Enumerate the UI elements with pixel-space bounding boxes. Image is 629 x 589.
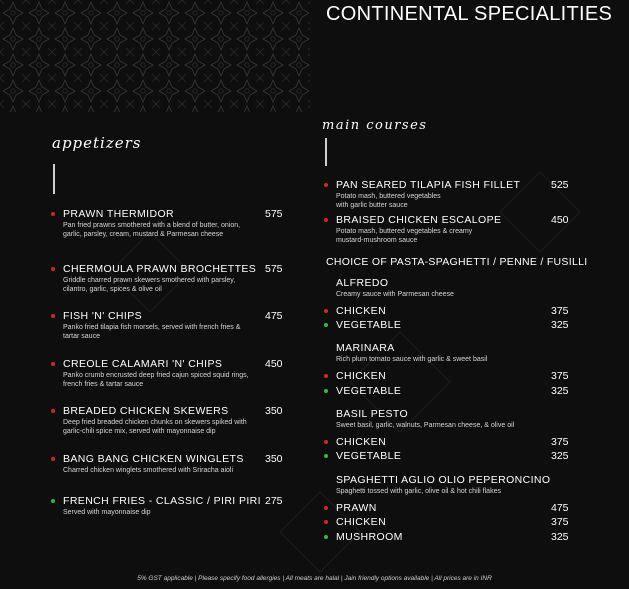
item-name: CREOLE CALAMARI 'N' CHIPS: [63, 358, 223, 370]
main-courses-heading: main courses: [322, 118, 428, 133]
non-veg-indicator: [51, 409, 55, 413]
sauce-name: BASIL PESTO: [336, 408, 409, 420]
sauce-description: Creamy sauce with Parmesan cheese: [336, 291, 454, 298]
item-price: 450: [551, 214, 569, 226]
pasta-option: [336, 319, 576, 331]
menu-item: [63, 310, 288, 341]
menu-item: [63, 453, 288, 476]
non-veg-indicator: [324, 183, 328, 187]
item-price: 575: [265, 263, 283, 275]
menu-item: [63, 405, 288, 436]
item-description: Pan fried prawns smothered with a blend of butter, onion, garlic, parsley, cream, mustard & Parmesan cheese: [63, 222, 241, 238]
main-courses-divider: [325, 138, 327, 166]
menu-item: [63, 495, 288, 518]
appetizers-divider: [53, 164, 55, 194]
pasta-option: [336, 436, 576, 448]
pasta-sauce: [336, 474, 576, 497]
pasta-heading: CHOICE OF PASTA-SPAGHETTI / PENNE / FUSILLI: [326, 256, 588, 268]
option-price: 325: [551, 319, 569, 331]
non-veg-indicator: [324, 309, 328, 313]
option-name: CHICKEN: [336, 516, 387, 528]
page-title: CONTINENTAL SPECIALITIES: [326, 3, 613, 25]
item-name: BRAISED CHICKEN ESCALOPE: [336, 214, 502, 226]
veg-indicator: [51, 499, 55, 503]
item-description: Griddle charred prawn skewers smothered with parsley, cilantro, garlic, spices & olive oil: [63, 277, 236, 293]
sauce-name: SPAGHETTI AGLIO OLIO PEPERONCINO: [336, 474, 551, 486]
option-price: 375: [551, 516, 569, 528]
item-description: Panko crumb encrusted deep fried cajun spiced squid rings, french fries & tartar sauce: [63, 372, 249, 388]
item-description: Potato mash, buttered vegetables with garlic butter sauce: [336, 193, 441, 209]
non-veg-indicator: [324, 218, 328, 222]
item-price: 450: [265, 358, 283, 370]
decorative-pattern: [0, 0, 310, 112]
sauce-description: Spaghetti tossed with garlic, olive oil & hot chili flakes: [336, 488, 501, 495]
non-veg-indicator: [324, 506, 328, 510]
veg-indicator: [324, 389, 328, 393]
option-name: VEGETABLE: [336, 450, 402, 462]
sauce-description: Sweet basil, garlic, walnuts, Parmesan cheese, & olive oil: [336, 422, 515, 429]
option-price: 375: [551, 436, 569, 448]
sauce-name: ALFREDO: [336, 277, 389, 289]
veg-indicator: [324, 454, 328, 458]
item-price: 350: [265, 405, 283, 417]
item-price: 475: [265, 310, 283, 322]
item-price: 575: [265, 208, 283, 220]
menu-item: [63, 263, 288, 294]
pasta-option: [336, 385, 576, 397]
appetizers-heading: appetizers: [52, 134, 142, 152]
item-name: PAN SEARED TILAPIA FISH FILLET: [336, 179, 521, 191]
veg-indicator: [324, 535, 328, 539]
menu-item: [63, 358, 288, 389]
non-veg-indicator: [51, 457, 55, 461]
pasta-option: [336, 305, 576, 317]
item-name: FISH 'N' CHIPS: [63, 310, 143, 322]
pasta-sauce: [336, 277, 576, 300]
item-description: Panko fried tilapia fish morsels, served with french fries & tartar sauce: [63, 324, 241, 340]
item-price: 275: [265, 495, 283, 507]
menu-item: [336, 179, 576, 210]
pasta-sauce: [336, 342, 576, 365]
option-price: 375: [551, 305, 569, 317]
option-name: CHICKEN: [336, 370, 387, 382]
non-veg-indicator: [51, 362, 55, 366]
option-name: MUSHROOM: [336, 531, 403, 543]
item-name: BREADED CHICKEN SKEWERS: [63, 405, 229, 417]
non-veg-indicator: [324, 440, 328, 444]
footer-note: 5% GST applicable | Please specify food allergies | All meats are halal | Jain friendly options available | All prices are in INR: [137, 575, 492, 582]
pasta-sauce: [336, 408, 576, 431]
non-veg-indicator: [51, 267, 55, 271]
pasta-option: [336, 370, 576, 382]
item-price: 525: [551, 179, 569, 191]
option-name: CHICKEN: [336, 305, 387, 317]
item-name: CHERMOULA PRAWN BROCHETTES: [63, 263, 257, 275]
option-price: 475: [551, 502, 569, 514]
non-veg-indicator: [324, 374, 328, 378]
item-price: 350: [265, 453, 283, 465]
option-price: 325: [551, 531, 569, 543]
veg-indicator: [324, 323, 328, 327]
item-name: PRAWN THERMIDOR: [63, 208, 174, 220]
pasta-option: [336, 516, 576, 528]
pasta-option: [336, 502, 576, 514]
pasta-option: [336, 450, 576, 462]
item-description: Charred chicken winglets smothered with Sriracha aioli: [63, 467, 234, 474]
non-veg-indicator: [51, 314, 55, 318]
sauce-description: Rich plum tomato sauce with garlic & sweet basil: [336, 356, 488, 363]
menu-item: [336, 214, 576, 245]
sauce-name: MARINARA: [336, 342, 395, 354]
item-name: BANG BANG CHICKEN WINGLETS: [63, 453, 244, 465]
option-price: 325: [551, 450, 569, 462]
non-veg-indicator: [51, 212, 55, 216]
item-description: Served with mayonnaise dip: [63, 509, 151, 516]
item-name: FRENCH FRIES - CLASSIC / PIRI PIRI: [63, 495, 261, 507]
pasta-option: [336, 531, 576, 543]
option-name: PRAWN: [336, 502, 377, 514]
option-name: CHICKEN: [336, 436, 387, 448]
non-veg-indicator: [324, 520, 328, 524]
option-price: 375: [551, 370, 569, 382]
option-name: VEGETABLE: [336, 385, 402, 397]
item-description: Deep fried breaded chicken chunks on skewers spiked with garlic-chili spice mix, served with mayonnaise dip: [63, 419, 247, 435]
item-description: Potato mash, buttered vegetables & creamy mustard-mushroom sauce: [336, 228, 473, 244]
option-price: 325: [551, 385, 569, 397]
option-name: VEGETABLE: [336, 319, 402, 331]
menu-item: [63, 208, 288, 239]
